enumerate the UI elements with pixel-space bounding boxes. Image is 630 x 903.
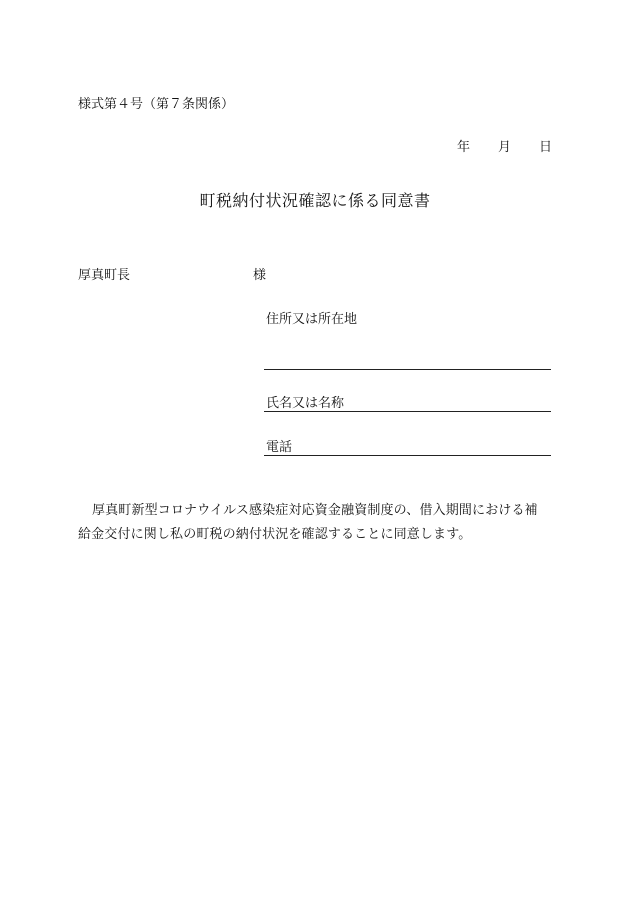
date-day-label: 日 <box>539 140 553 155</box>
address-label: 住所又は所在地 <box>266 312 358 327</box>
document-title: 町税納付状況確認に係る同意書 <box>199 191 431 210</box>
date-year-label: 年 <box>457 140 471 155</box>
name-underline <box>264 411 551 412</box>
phone-underline <box>264 455 551 456</box>
addressee-name: 厚真町長 <box>78 268 131 283</box>
consent-text-line-1: 厚真町新型コロナウイルス感染症対応資金融資制度の、借入期間における補 <box>92 503 538 518</box>
address-underline <box>264 369 551 370</box>
form-number: 様式第４号（第７条関係） <box>78 97 235 112</box>
addressee-honorific: 様 <box>253 268 267 283</box>
consent-text-line-2: 給金交付に関し私の町税の納付状況を確認することに同意します。 <box>78 527 472 542</box>
date-month-label: 月 <box>498 140 512 155</box>
name-label: 氏名又は名称 <box>266 396 345 411</box>
phone-label: 電話 <box>266 440 293 455</box>
